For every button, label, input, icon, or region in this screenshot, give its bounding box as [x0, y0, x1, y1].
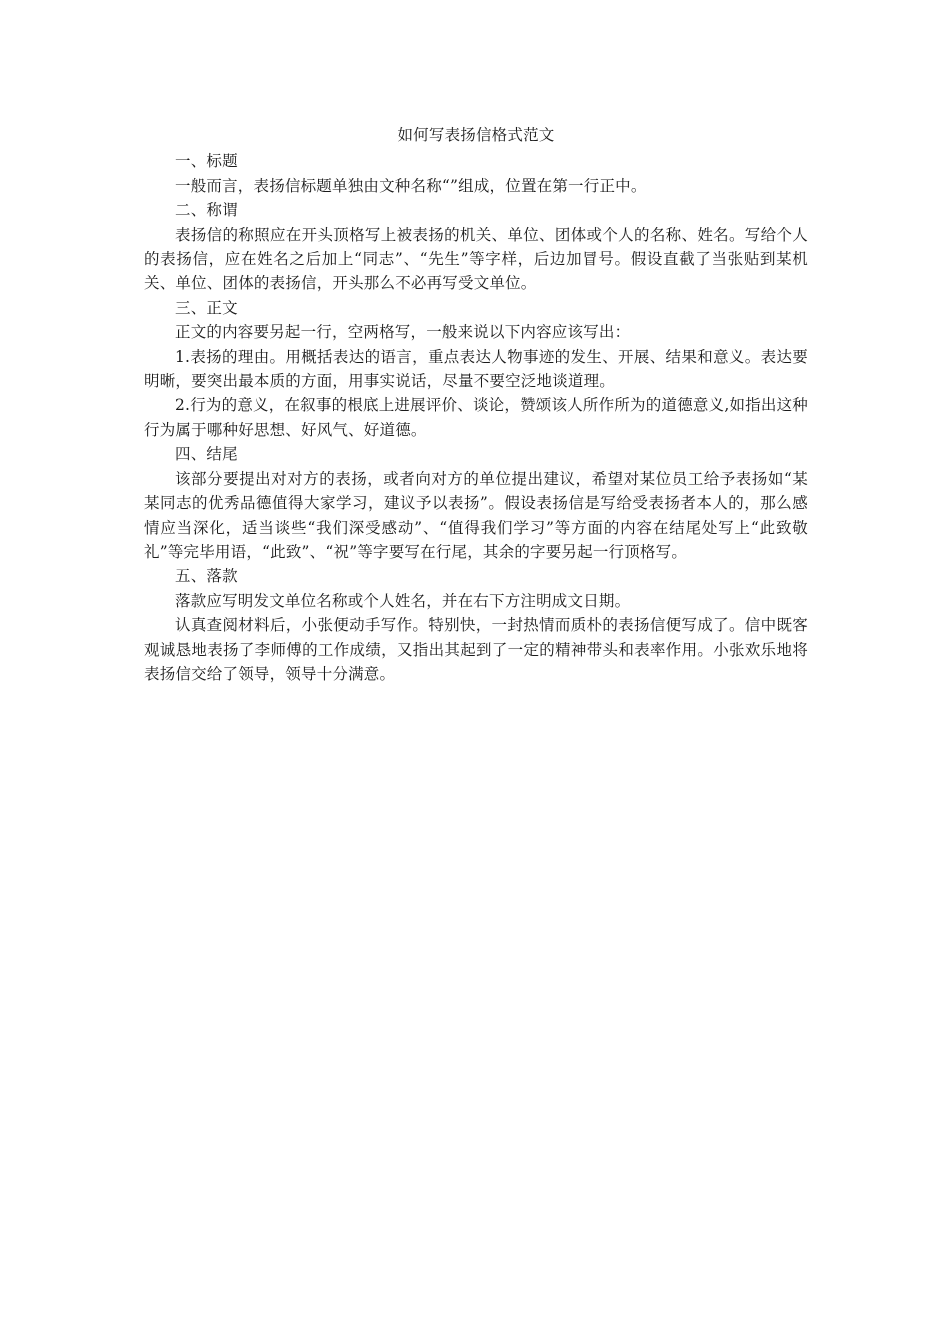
paragraph: 一般而言，表扬信标题单独由文种名称“”组成，位置在第一行正中。: [175, 176, 647, 195]
paragraph: 表扬信的称照应在开头顶格写上被表扬的机关、单位、团体或个人的名称、姓名。写给个人的表扬信，应在姓名之后加上“同志”、“先生”等字样，后边加冒号。假设直截了当张贴到某机关、单位、团体的表扬信，开头那么不必再写受文单位。: [144, 225, 808, 293]
paragraph: 落款应写明发文单位名称或个人姓名，并在右下方注明成文日期。: [175, 591, 631, 610]
section-heading-body: 三、正文: [175, 298, 238, 317]
paragraph: 该部分要提出对对方的表扬，或者向对方的单位提出建议，希望对某位员工给予表扬如“某某同志的优秀品德值得大家学习，建议予以表扬”。假设表扬信是写给受表扬者本人的，那么感情应当深化，适当谈些“我们深受感动”、“值得我们学习”等方面的内容在结尾处写上“此致敬礼”等完毕用语，“此致”、“祝”等字要写在行尾，其余的字要另起一行顶格写。: [144, 469, 808, 561]
section-heading-title: 一、标题: [175, 152, 238, 171]
section-heading-salutation: 二、称谓: [175, 201, 238, 220]
section-heading-signature: 五、落款: [175, 567, 238, 586]
paragraph: 正文的内容要另起一行，空两格写，一般来说以下内容应该写出：: [175, 323, 631, 342]
paragraph: 1.表扬的理由。用概括表达的语言，重点表达人物事迹的发生、开展、结果和意义。表达要明晰，要突出最本质的方面，用事实说话，尽量不要空泛地谈道理。: [144, 347, 808, 391]
paragraph: 认真查阅材料后，小张便动手写作。特别快，一封热情而质朴的表扬信便写成了。信中既客观诚恳地表扬了李师傅的工作成绩，又指出其起到了一定的精神带头和表率作用。小张欢乐地将表扬信交给了领导，领导十分满意。: [144, 616, 808, 683]
section-heading-closing: 四、结尾: [175, 445, 238, 464]
paragraph: 2.行为的意义，在叙事的根底上进展评价、谈论，赞颂该人所作所为的道德意义,如指出这种行为属于哪种好思想、好风气、好道德。: [144, 396, 808, 439]
document-title: 如何写表扬信格式范文: [397, 126, 555, 144]
document-page: [144, 123, 808, 686]
